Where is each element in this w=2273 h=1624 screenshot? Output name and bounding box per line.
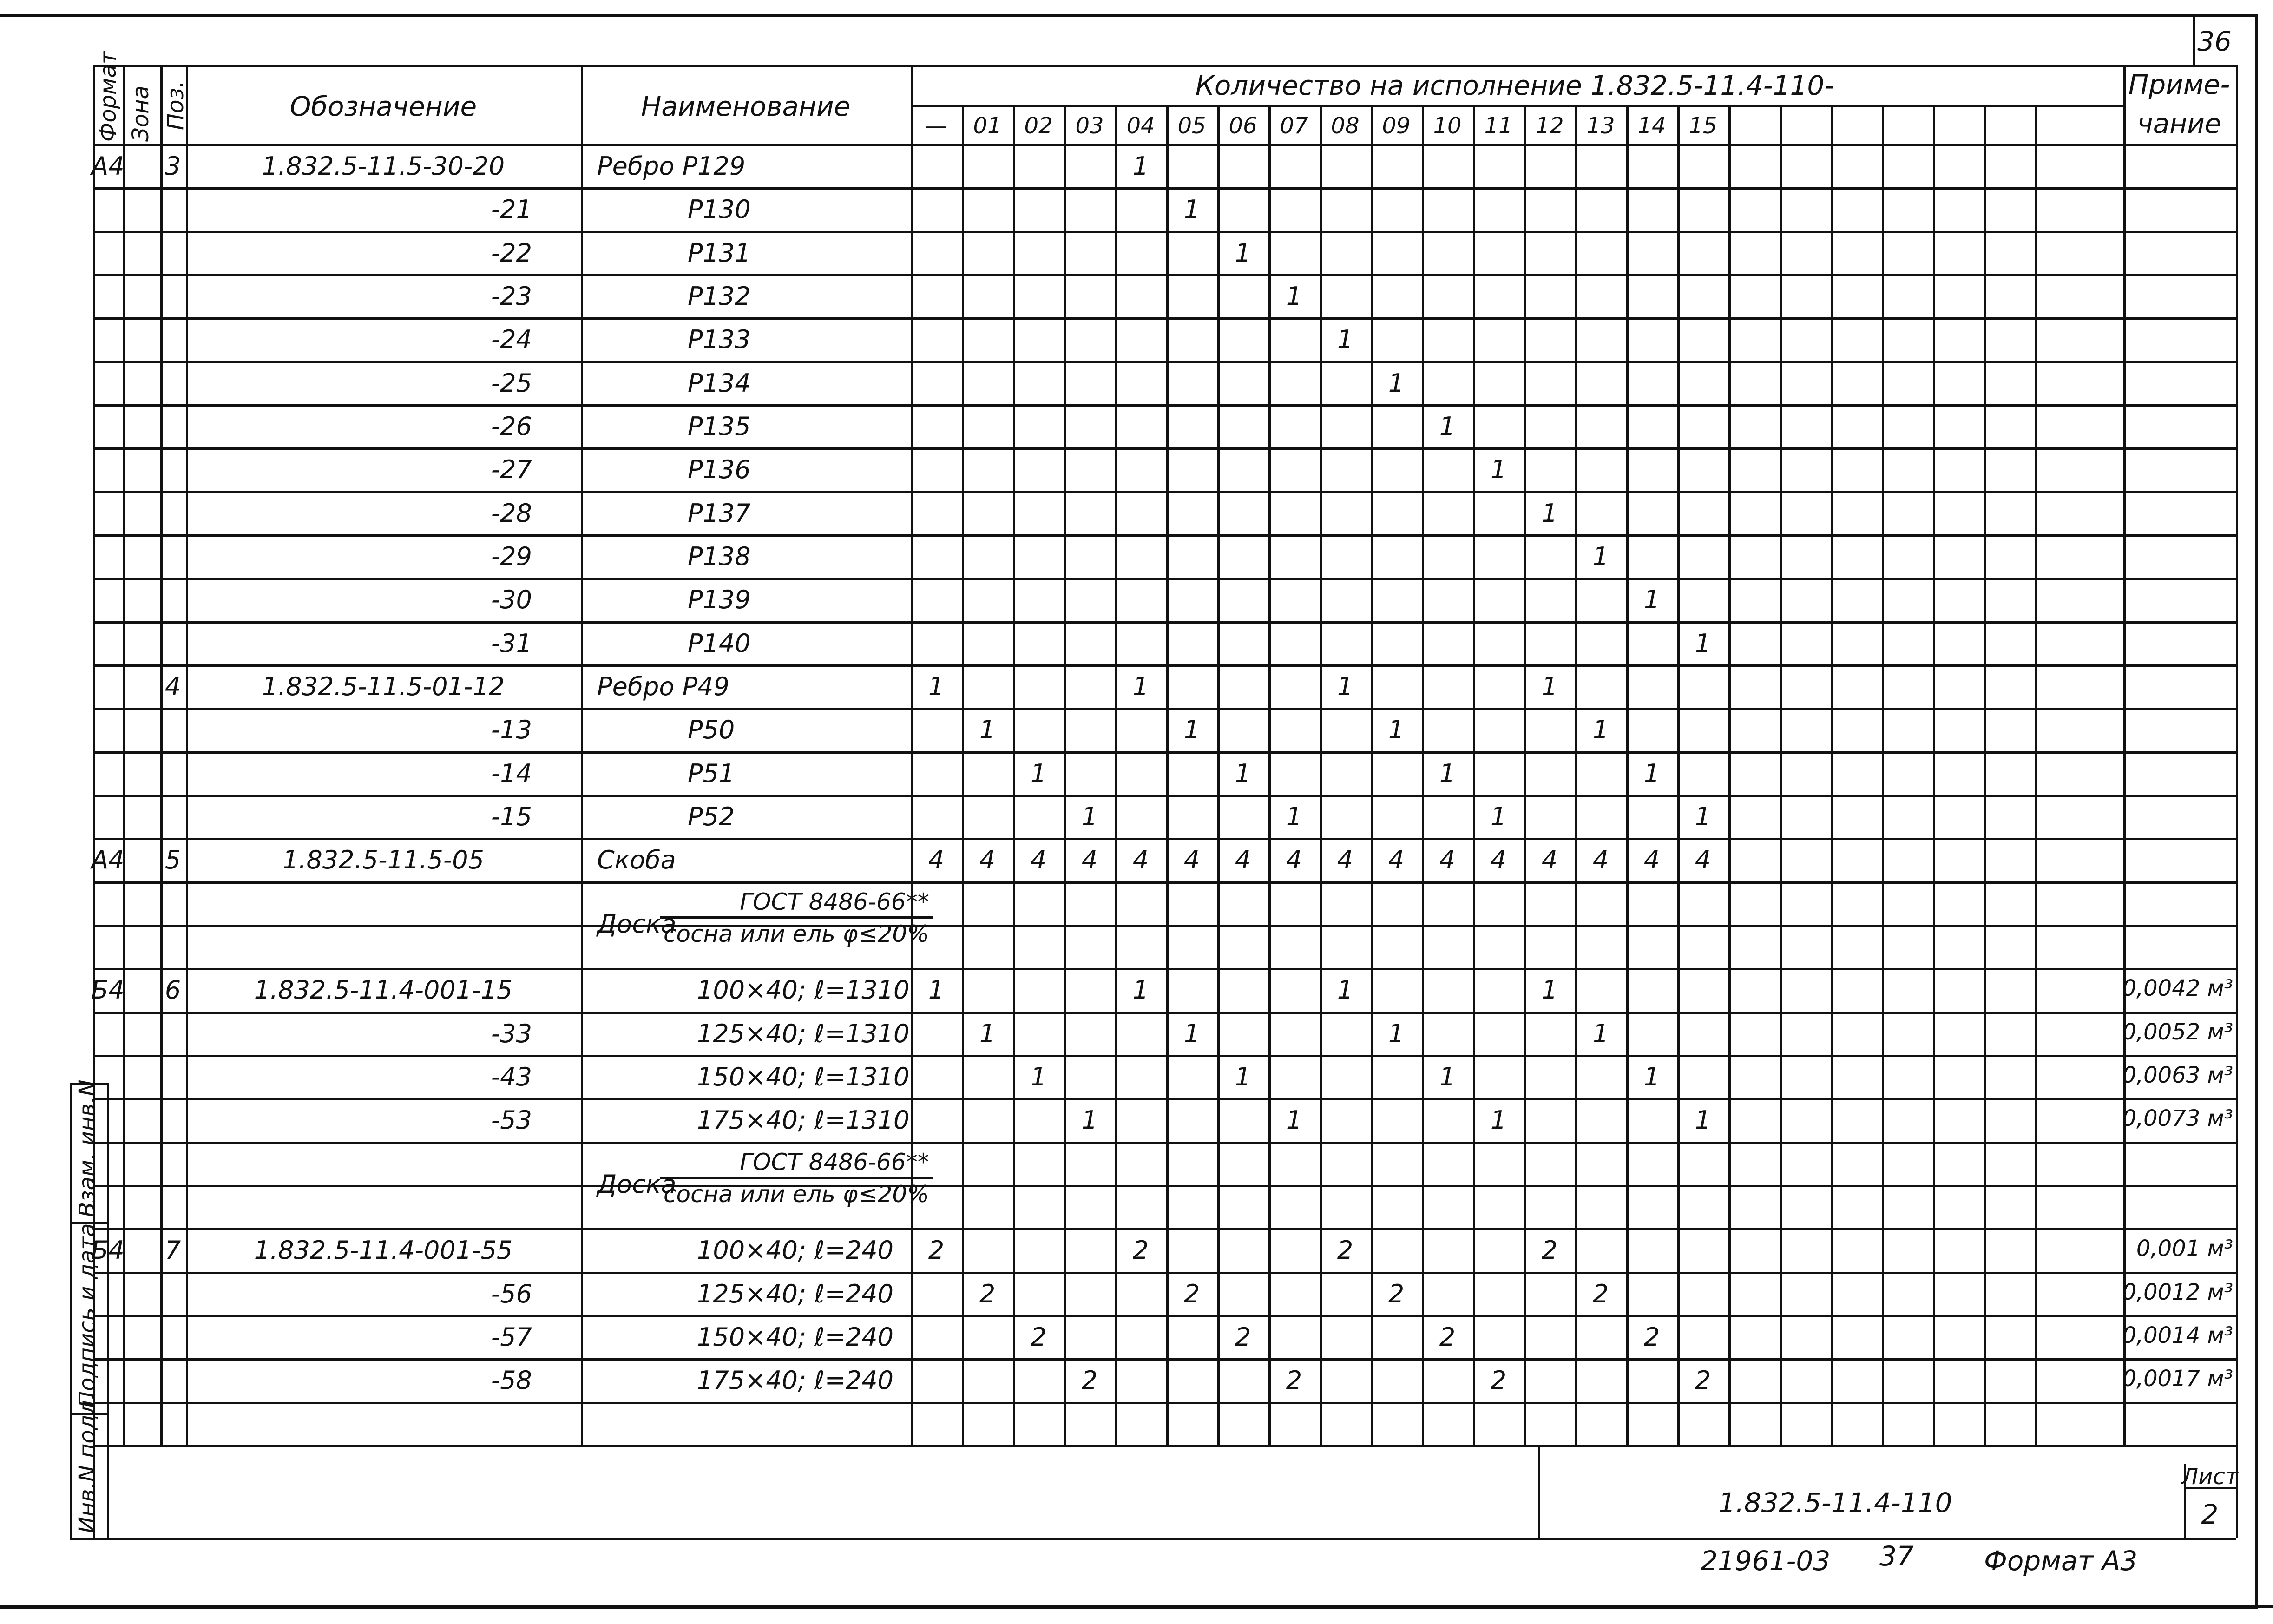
row-name: Р131 [688, 238, 751, 268]
variant-label: 08 [1331, 113, 1360, 139]
row-designation-suffix: -25 [491, 368, 532, 398]
footer-page-number: 37 [1879, 1540, 1914, 1572]
quantity-column-line [1473, 105, 1475, 1445]
quantity-value: 1 [1592, 715, 1609, 745]
row-designation-suffix: -26 [491, 411, 532, 441]
header-pos: Поз. [163, 80, 189, 130]
quantity-column-line [1166, 105, 1169, 1445]
row-designation: 1.832.5-11.5-05 [282, 845, 485, 875]
quantity-value: 2 [1592, 1279, 1609, 1308]
quantity-value: 1 [1235, 238, 1251, 268]
table-right-edge [2236, 65, 2238, 1538]
row-line [93, 361, 2236, 363]
row-line [93, 881, 2236, 884]
board-material-2-wood: сосна или ель φ≤20% [664, 1180, 929, 1208]
quantity-value: 1 [928, 671, 945, 701]
variant-label: 01 [973, 113, 1002, 139]
row-name: Р139 [688, 585, 751, 615]
title-doc-number: 1.832.5-11.4-110 [1718, 1487, 1952, 1519]
row-designation-suffix: -58 [491, 1366, 532, 1395]
quantity-value: 4 [1541, 845, 1558, 875]
variant-label: 15 [1688, 113, 1717, 139]
stamp-line [70, 1538, 107, 1540]
row-designation-suffix: -57 [491, 1322, 532, 1352]
quantity-value: 1 [1490, 1105, 1507, 1135]
row-line [93, 578, 2236, 580]
variant-label: 13 [1586, 113, 1615, 139]
quantity-value: 4 [1592, 845, 1609, 875]
quantity-value: 1 [1286, 1105, 1302, 1135]
quantity-value: 1 [1132, 975, 1149, 1005]
row-name: 175×40; ℓ=1310 [697, 1105, 910, 1135]
row-designation: 1.832.5-11.5-01-12 [262, 671, 505, 701]
quantity-value: 2 [1695, 1366, 1711, 1395]
row-line [93, 708, 2236, 710]
header-designation: Обозначение [289, 91, 477, 122]
quantity-column-line [911, 65, 913, 1445]
row-line [93, 1358, 2236, 1361]
row-designation-suffix: -15 [491, 802, 532, 831]
quantity-value: 1 [1286, 281, 1302, 311]
row-note: 0,0017 м³ [2122, 1366, 2233, 1392]
board-material-2-standard: ГОСТ 8486-66** [660, 1149, 933, 1179]
row-note: 0,0014 м³ [2122, 1322, 2233, 1348]
quantity-value: 2 [1132, 1236, 1149, 1265]
variant-label: 02 [1024, 113, 1053, 139]
board-material-1-standard: ГОСТ 8486-66** [660, 888, 933, 919]
row-name: Р52 [688, 802, 735, 831]
row-line [93, 968, 2236, 970]
row-name: Ребро Р129 [597, 151, 746, 181]
row-name: 150×40; ℓ=240 [697, 1322, 894, 1352]
quantity-value: 4 [1388, 845, 1405, 875]
quantity-column-line [1064, 105, 1066, 1445]
row-name: 125×40; ℓ=1310 [697, 1019, 910, 1048]
board-material-1 [660, 888, 933, 947]
quantity-value: 1 [1286, 802, 1302, 831]
quantity-value: 4 [1081, 845, 1098, 875]
quantity-value: 1 [1132, 151, 1149, 181]
quantity-value: 1 [1081, 1105, 1098, 1135]
quantity-value: 4 [1132, 845, 1149, 875]
column-line [581, 65, 583, 1445]
row-designation-suffix: -30 [491, 585, 532, 615]
variant-label: — [925, 113, 947, 139]
quantity-value: 1 [1337, 671, 1353, 701]
quantity-value: 2 [1490, 1366, 1507, 1395]
quantity-value: 1 [1541, 671, 1558, 701]
row-name: Р135 [688, 411, 751, 441]
header-format: Формат [95, 51, 121, 142]
row-note: 0,0073 м³ [2122, 1105, 2233, 1132]
quantity-column-line [1728, 105, 1731, 1445]
row-pos: 5 [164, 845, 181, 875]
row-line [93, 1055, 2236, 1057]
row-line [93, 447, 2236, 450]
quantity-value: 2 [1541, 1236, 1558, 1265]
row-format: Б4 [91, 975, 125, 1005]
row-line [93, 1142, 2236, 1144]
quantity-value: 4 [1183, 845, 1200, 875]
row-name: Р134 [688, 368, 751, 398]
quantity-value: 1 [1132, 671, 1149, 701]
quantity-value: 4 [1235, 845, 1251, 875]
quantity-column-line [2123, 65, 2126, 1445]
side-stamp-line [107, 1083, 109, 1538]
row-line [93, 925, 2236, 927]
quantity-value: 1 [1388, 368, 1405, 398]
row-name: Р132 [688, 281, 751, 311]
quantity-value: 1 [1081, 802, 1098, 831]
row-pos: 4 [164, 671, 181, 701]
quantity-value: 1 [928, 975, 945, 1005]
row-format: А4 [91, 151, 125, 181]
row-designation-suffix: -23 [491, 281, 532, 311]
quantity-column-line [1268, 105, 1271, 1445]
quantity-value: 1 [979, 1019, 996, 1048]
quantity-column-line [1933, 105, 1935, 1445]
header-quantity-title: Количество на исполнение 1.832.5-11.4-110- [1195, 70, 1834, 101]
board-material-2 [660, 1149, 933, 1208]
quantity-column-line [1984, 105, 1986, 1445]
quantity-value: 2 [1439, 1322, 1456, 1352]
quantity-column-line [1115, 105, 1117, 1445]
quantity-value: 1 [1235, 1062, 1251, 1091]
corner-sheet-number: 36 [2197, 26, 2232, 57]
quantity-value: 1 [1541, 498, 1558, 528]
quantity-value: 1 [1541, 975, 1558, 1005]
quantity-value: 1 [1337, 325, 1353, 355]
quantity-value: 1 [1439, 1062, 1456, 1091]
row-designation-suffix: -33 [491, 1019, 532, 1048]
row-line [93, 274, 2236, 276]
quantity-value: 1 [1388, 1019, 1405, 1048]
quantity-value: 1 [1235, 758, 1251, 788]
row-line [93, 404, 2236, 407]
title-block-bottom [93, 1538, 2236, 1540]
quantity-column-line [1320, 105, 1322, 1445]
row-note: 0,001 м³ [2136, 1236, 2233, 1262]
row-line [93, 317, 2236, 320]
row-designation-suffix: -53 [491, 1105, 532, 1135]
row-note: 0,0063 м³ [2122, 1062, 2233, 1088]
quantity-value: 2 [1183, 1279, 1200, 1308]
quantity-value: 2 [1235, 1322, 1251, 1352]
quantity-value: 1 [1490, 802, 1507, 831]
row-name: Р138 [688, 541, 751, 571]
sheet-border [0, 14, 2258, 1609]
row-name: Р130 [688, 195, 751, 224]
quantity-value: 2 [1337, 1236, 1353, 1265]
row-name: 150×40; ℓ=1310 [697, 1062, 910, 1091]
row-pos: 7 [164, 1236, 181, 1265]
quantity-value: 1 [979, 715, 996, 745]
quantity-value: 1 [1490, 455, 1507, 485]
row-name: Скоба [597, 845, 676, 875]
quantity-value: 4 [1030, 845, 1047, 875]
row-designation-suffix: -31 [491, 628, 532, 658]
row-designation-suffix: -21 [491, 195, 532, 224]
header-name: Наименование [641, 91, 851, 122]
row-line [93, 1272, 2236, 1274]
row-designation-suffix: -14 [491, 758, 532, 788]
quantity-value: 1 [1643, 758, 1660, 788]
quantity-column-line [1780, 105, 1782, 1445]
row-note: 0,0042 м³ [2122, 975, 2233, 1002]
quantity-value: 1 [1695, 802, 1711, 831]
title-sheet-label: Лист [2181, 1464, 2238, 1490]
quantity-value: 4 [1490, 845, 1507, 875]
quantity-column-line [1831, 105, 1833, 1445]
variant-label: 06 [1228, 113, 1257, 139]
row-designation-suffix: -24 [491, 325, 532, 355]
quantity-value: 1 [1030, 758, 1047, 788]
quantity-column-line [1524, 105, 1526, 1445]
variant-label: 10 [1433, 113, 1462, 139]
row-name: Р137 [688, 498, 751, 528]
footer-format: Формат А3 [1984, 1545, 2138, 1577]
quantity-value: 1 [1337, 975, 1353, 1005]
quantity-column-line [1677, 105, 1680, 1445]
quantity-value: 2 [1030, 1322, 1047, 1352]
row-name: Р51 [688, 758, 735, 788]
quantity-column-line [962, 105, 964, 1445]
quantity-value: 1 [1695, 1105, 1711, 1135]
column-line [160, 65, 163, 1445]
row-format: А4 [91, 845, 125, 875]
variant-label: 05 [1177, 113, 1206, 139]
variant-label: 12 [1535, 113, 1564, 139]
quantity-value: 1 [1643, 1062, 1660, 1091]
stamp-signature-date: Подпись и дата [74, 1223, 100, 1408]
quantity-column-line [1575, 105, 1577, 1445]
quantity-value: 2 [1388, 1279, 1405, 1308]
quantity-value: 1 [1388, 715, 1405, 745]
quantity-header-split [911, 105, 2123, 107]
corner-box-line [2193, 14, 2195, 65]
header-bottom-line [93, 144, 2236, 146]
row-line [93, 1185, 2236, 1187]
row-designation: 1.832.5-11.5-30-20 [262, 151, 505, 181]
quantity-value: 4 [979, 845, 996, 875]
row-name: 175×40; ℓ=240 [697, 1366, 894, 1395]
quantity-value: 1 [1695, 628, 1711, 658]
row-format: Б4 [91, 1236, 125, 1265]
variant-label: 07 [1280, 113, 1308, 139]
footer-archive-number: 21961-03 [1701, 1545, 1831, 1577]
quantity-value: 1 [1183, 1019, 1200, 1048]
quantity-column-line [1013, 105, 1015, 1445]
row-designation-suffix: -27 [491, 455, 532, 485]
row-name: 100×40; ℓ=1310 [697, 975, 910, 1005]
title-block-divider [1538, 1445, 1540, 1538]
variant-label: 03 [1075, 113, 1104, 139]
quantity-column-line [2035, 105, 2037, 1445]
row-designation: 1.832.5-11.4-001-55 [254, 1236, 513, 1265]
variant-label: 09 [1382, 113, 1411, 139]
quantity-value: 1 [1183, 715, 1200, 745]
quantity-column-line [1217, 105, 1220, 1445]
row-line [93, 1445, 2236, 1447]
quantity-value: 2 [979, 1279, 996, 1308]
row-line [93, 621, 2236, 624]
row-line [93, 534, 2236, 537]
row-designation-suffix: -29 [491, 541, 532, 571]
title-sheet-number: 2 [2201, 1499, 2219, 1530]
table-top-line [93, 65, 2236, 67]
quantity-value: 1 [1183, 195, 1200, 224]
row-note: 0,0012 м³ [2122, 1279, 2233, 1305]
quantity-value: 4 [1286, 845, 1302, 875]
board-material-1-wood: сосна или ель φ≤20% [664, 920, 929, 947]
quantity-value: 2 [928, 1236, 945, 1265]
row-line [93, 751, 2236, 754]
row-line [93, 231, 2236, 233]
header-note-2: чание [2137, 108, 2221, 139]
quantity-value: 1 [1030, 1062, 1047, 1091]
stamp-inv-original: Инв.N подл. [74, 1393, 100, 1533]
row-line [93, 664, 2236, 667]
stamp-line [70, 1083, 72, 1538]
row-name: Р136 [688, 455, 751, 485]
row-line [93, 795, 2236, 797]
stamp-replace-inv: Взам. инв.N [74, 1079, 100, 1217]
row-line [93, 187, 2236, 190]
row-pos: 6 [164, 975, 181, 1005]
row-name: 125×40; ℓ=240 [697, 1279, 894, 1308]
quantity-value: 2 [1081, 1366, 1098, 1395]
quantity-column-line [1882, 105, 1884, 1445]
variant-label: 04 [1126, 113, 1155, 139]
quantity-value: 1 [1643, 585, 1660, 615]
row-line [93, 1402, 2236, 1404]
quantity-value: 4 [1439, 845, 1456, 875]
quantity-value: 1 [1439, 758, 1456, 788]
row-designation: 1.832.5-11.4-001-15 [254, 975, 513, 1005]
board-material-1-label: Доска [597, 909, 677, 939]
row-name: Р140 [688, 628, 751, 658]
quantity-column-line [1626, 105, 1629, 1445]
row-designation-suffix: -13 [491, 715, 532, 745]
row-name: Ребро Р49 [597, 671, 729, 701]
quantity-value: 4 [1643, 845, 1660, 875]
row-designation-suffix: -28 [491, 498, 532, 528]
row-note: 0,0052 м³ [2122, 1019, 2233, 1045]
quantity-value: 1 [1592, 541, 1609, 571]
row-line [93, 1228, 2236, 1230]
quantity-column-line [1422, 105, 1424, 1445]
row-name: Р133 [688, 325, 751, 355]
quantity-value: 4 [1695, 845, 1711, 875]
row-name: 100×40; ℓ=240 [697, 1236, 894, 1265]
header-zone: Зона [128, 85, 154, 142]
row-designation-suffix: -43 [491, 1062, 532, 1091]
row-name: Р50 [688, 715, 735, 745]
quantity-value: 2 [1286, 1366, 1302, 1395]
row-line [93, 838, 2236, 840]
row-line [93, 1098, 2236, 1100]
page-bottom-rule [0, 1605, 2273, 1608]
quantity-value: 4 [1337, 845, 1353, 875]
row-line [93, 1315, 2236, 1317]
quantity-column-line [1371, 105, 1373, 1445]
board-material-2-label: Доска [597, 1169, 677, 1199]
row-designation-suffix: -22 [491, 238, 532, 268]
row-pos: 3 [164, 151, 181, 181]
quantity-value: 1 [1592, 1019, 1609, 1048]
quantity-value: 2 [1643, 1322, 1660, 1352]
column-line [186, 65, 188, 1445]
quantity-value: 4 [928, 845, 945, 875]
variant-label: 11 [1484, 113, 1513, 139]
quantity-value: 1 [1439, 411, 1456, 441]
row-line [93, 491, 2236, 493]
variant-label: 14 [1637, 113, 1666, 139]
row-line [93, 1012, 2236, 1014]
row-designation-suffix: -56 [491, 1279, 532, 1308]
header-note-1: Приме- [2128, 69, 2230, 100]
